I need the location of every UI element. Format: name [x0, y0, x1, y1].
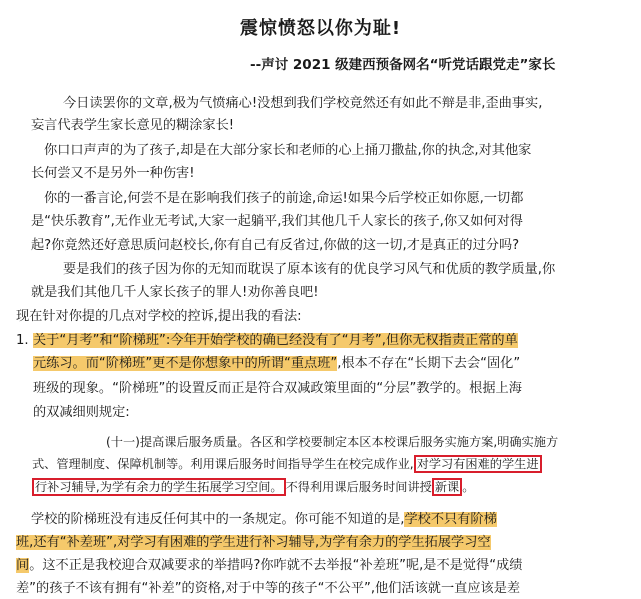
- highlighted-text: 间: [16, 558, 30, 573]
- list-item-line: 的双减细则规定:: [33, 405, 130, 420]
- paragraph-line: [16, 533, 491, 553]
- red-box-annotation: 行补习辅导,为学有余力的学生拓展学习空间。: [32, 478, 286, 496]
- list-item-number: 1.: [16, 333, 29, 348]
- red-box-annotation: 对学习有困难的学生进: [414, 455, 542, 473]
- paragraph-line: 起?你竟然还好意思质问赵校长,你有自己有反省过,你做的这一切,才是真正的过分吗?: [31, 238, 520, 253]
- quote-line: [32, 454, 542, 474]
- highlighted-text: 元练习。而“阶梯班”更不是你想象中的所谓“重点班”: [33, 356, 338, 371]
- highlighted-text: 班,还有“补差班”,对学习有困难的学生进行补习辅导,为学有余力的学生拓展学习空: [16, 535, 491, 550]
- quote-text: 。: [462, 480, 475, 494]
- quote-text: 式、管理制度、保障机制等。利用课后服务时间指导学生在校完成作业,: [32, 457, 414, 471]
- highlighted-text: 学校不只有阶梯: [404, 512, 497, 527]
- paragraph-line: 你的一番言论,何尝不是在影响我们孩子的前途,命运!如果今后学校正如你愿,一切都: [44, 191, 524, 206]
- list-item-line: 班级的现象。“阶梯班”的设置反而正是符合双减政策里面的“分层”教学的。根据上海: [33, 381, 522, 396]
- highlighted-text: 关于“月考”和“阶梯班”:今年开始学校的确已经没有了“月考”,但你无权指责正常的单: [33, 333, 518, 348]
- quote-text: 不得利用课后服务时间讲授: [285, 480, 432, 494]
- paragraph-line: 你口口声声的为了孩子,却是在大部分家长和老师的心上捅刀撒盐,你的执念,对其他家: [44, 143, 532, 158]
- list-item-line: [33, 331, 518, 351]
- paragraph-text: 。这不正是我校迎合双减要求的举措吗?你咋就不去举报“补差班”呢,是不是觉得“成绩: [29, 558, 523, 573]
- paragraph-line: 是“快乐教育”,无作业无考试,大家一起躺平,我们其他几千人家长的孩子,你又如何对得: [31, 214, 523, 229]
- list-item-text: ,根本不存在“长期下去会“固化”: [337, 356, 521, 371]
- quote-line: [32, 477, 474, 497]
- quote-line: (十一)提高课后服务质量。各区和学校要制定本区本校课后服务实施方案,明确实施方: [106, 435, 559, 449]
- paragraph-line: 差”的孩子不该有拥有“补差”的资格,对于中等的孩子“不公平”,他们活该就一直应该是差: [16, 581, 521, 596]
- paragraph-line: 现在针对你提的几点对学校的控诉,提出我的看法:: [16, 309, 302, 324]
- list-item-line: [33, 354, 520, 374]
- paragraph-line: [31, 510, 497, 530]
- paragraph-line: 要是我们的孩子因为你的无知而耽误了原本该有的优良学习风气和优质的教学质量,你: [63, 262, 556, 277]
- paragraph-text: 学校的阶梯班没有违反任何其中的一条规定。你可能不知道的是,: [31, 512, 405, 527]
- paragraph-line: 长何尝又不是另外一种伤害!: [31, 166, 195, 181]
- red-box-annotation: 新课: [432, 478, 462, 496]
- page-title: 震惊愤怒以你为耻!: [239, 18, 402, 39]
- paragraph-line: [16, 556, 522, 576]
- paragraph-line: 就是我们其他几千人家长孩子的罪人!劝你善良吧!: [31, 285, 319, 300]
- paragraph-line: 妄言代表学生家长意见的糊涂家长!: [31, 118, 235, 133]
- paragraph-line: 今日读罢你的文章,极为气愤痛心!没想到我们学校竟然还有如此不辩是非,歪曲事实,: [63, 96, 543, 111]
- page-subtitle: --声讨 2021 级建西预备网名“听党话跟党走”家长: [250, 57, 556, 73]
